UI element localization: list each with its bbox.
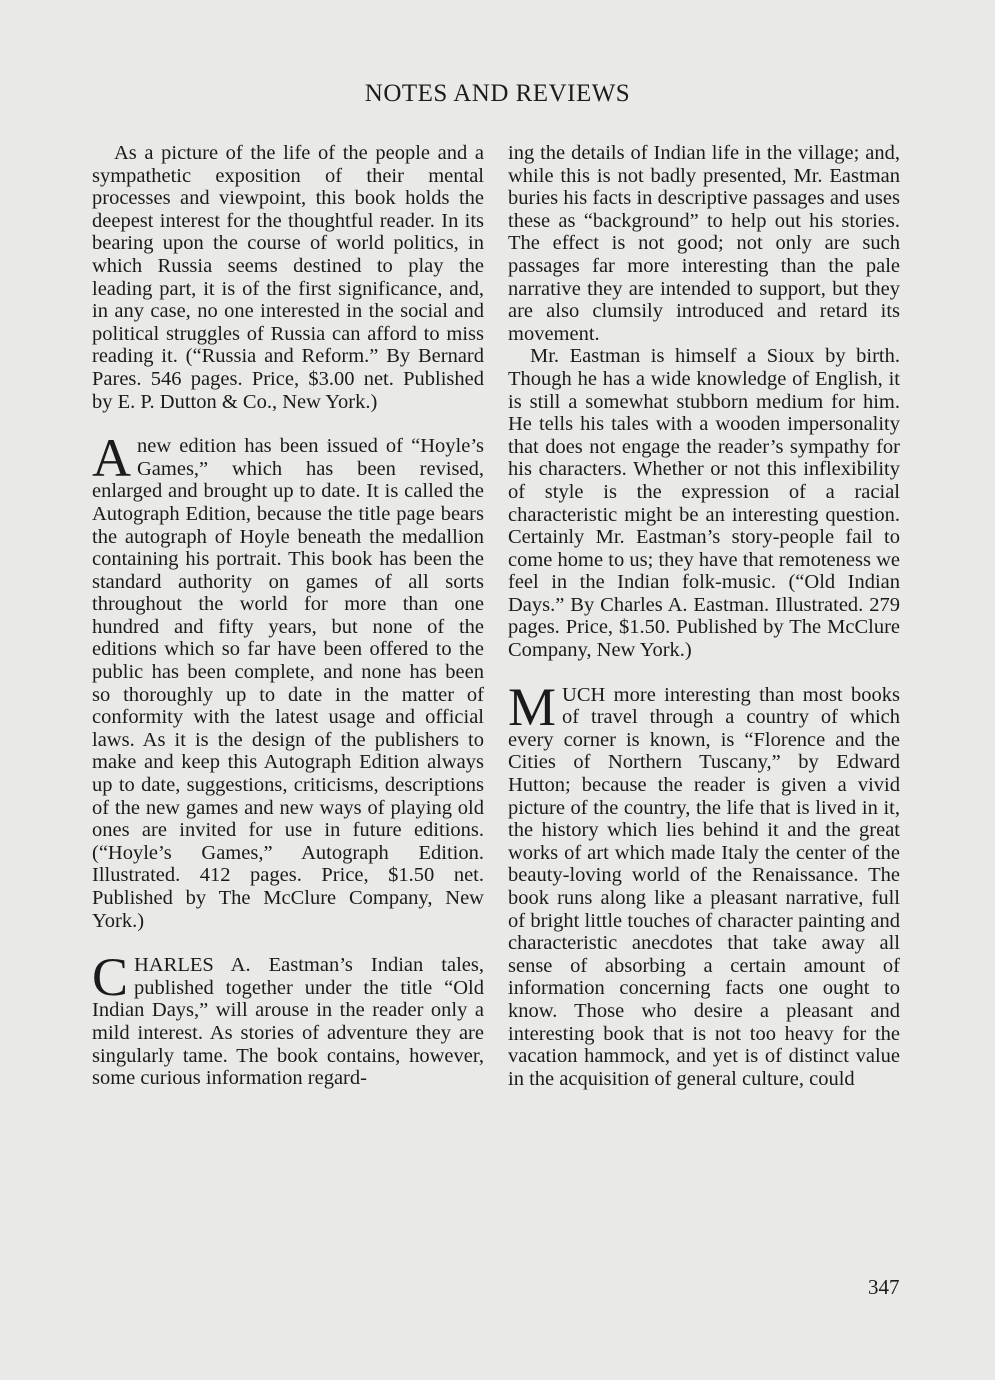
review-eastman-continued: ing the details of Indian life in the village; and, while this is not badly presented, Mr. Eastman buries his facts in descriptive passages and uses these as “background” to help out his stories. The effect is not good; not only are such passages far more interesting than the pale narrative they are intended to support, but they are also clumsily introduced and retard its movement. [508,142,900,345]
drop-cap-a: A [92,428,131,489]
review-eastman-text: HARLES A. Eastman’s Indian tales, published together under the title “Old Indian Days,” will arouse in the reader only a mild interest. As stories of adventure they are singularly tame. The book contains, however, some curious information regard- [92,954,484,1090]
left-column [92,142,484,1090]
page-title: NOTES AND REVIEWS [364,80,631,107]
review-florence-text: UCH more interesting than most books of travel through a country of which every corner is known, is “Florence and the Cities of Northern Tuscany,” by Edward Hutton; because the reader is given a vivid picture of the country, the life that is lived in it, the history which lies behind it and the great works of art which made Italy the center of the beauty-loving world of the Renaissance. The book runs along like a pleasant narrative, full of bright little touches of character painting and characteristic anecdotes that take away all sense of absorbing a certain amount of information concerning facts one ought to know. Those who desire a pleasant and interesting book that is not too heavy for the vacation hammock, and yet is of distinct value in the acquisition of general culture, could [508,683,900,1090]
review-hoyle-text: new edition has been issued of “Hoyle’s Games,” which has been revised, enlarged and brought up to date. It is called the Autograph Edition, because the title page bears the autograph of Hoyle beneath the medallion containing his portrait. This book has been the standard authority on games of all sorts throughout the world for more than one hundred and fifty years, but none of the editions which so far have been offered to the public has been complete, and none has been so thoroughly up to date in the matter of conformity with the latest usage and official laws. As it is the design of the publishers to make and keep this Autograph Edition always up to date, suggestions, criticisms, descriptions of the new games and new ways of playing old ones are invited for use in future editions. (“Hoyle’s Games,” Autograph Edition. Illustrated. 412 pages. Price, $1.50 net. Published by The McClure Company, New York.) [92,435,484,932]
review-eastman-style-paragraph: Mr. Eastman is himself a Sioux by birth. Though he has a wide knowledge of English, it is still a somewhat stubborn medium for him. He tells his tales with a wooden impersonality that does not engage the reader’s sympathy for his characters. Whether or not this inflexibility of style is the expression of a racial characteristic might be an interesting question. Certainly Mr. Eastman’s story-people fail to come home to us; they have that remoteness we feel in the Indian folk-music. (“Old Indian Days.” By Charles A. Eastman. Illustrated. 279 pages. Price, $1.50. Published by The McClure Company, New York.) [508,345,900,662]
page-number: 347 [868,1275,900,1299]
review-eastman-paragraph [92,947,484,1090]
drop-cap-m: M [508,676,557,737]
review-hoyle-paragraph [92,428,484,932]
right-column [508,142,900,1090]
review-florence-paragraph [508,676,900,1091]
review-russia-paragraph: As a picture of the life of the people and a sympathetic exposition of their mental processes and viewpoint, this book holds the deepest interest for the thoughtful reader. In its bearing upon the course of world politics, in which Russia seems destined to play the leading part, it is of the first significance, and, in any case, no one interested in the social and political struggles of Russia can afford to miss reading it. (“Russia and Reform.” By Bernard Pares. 546 pages. Price, $3.00 net. Published by E. P. Dutton & Co., New York.) [92,142,484,413]
drop-cap-c: C [92,947,129,1008]
